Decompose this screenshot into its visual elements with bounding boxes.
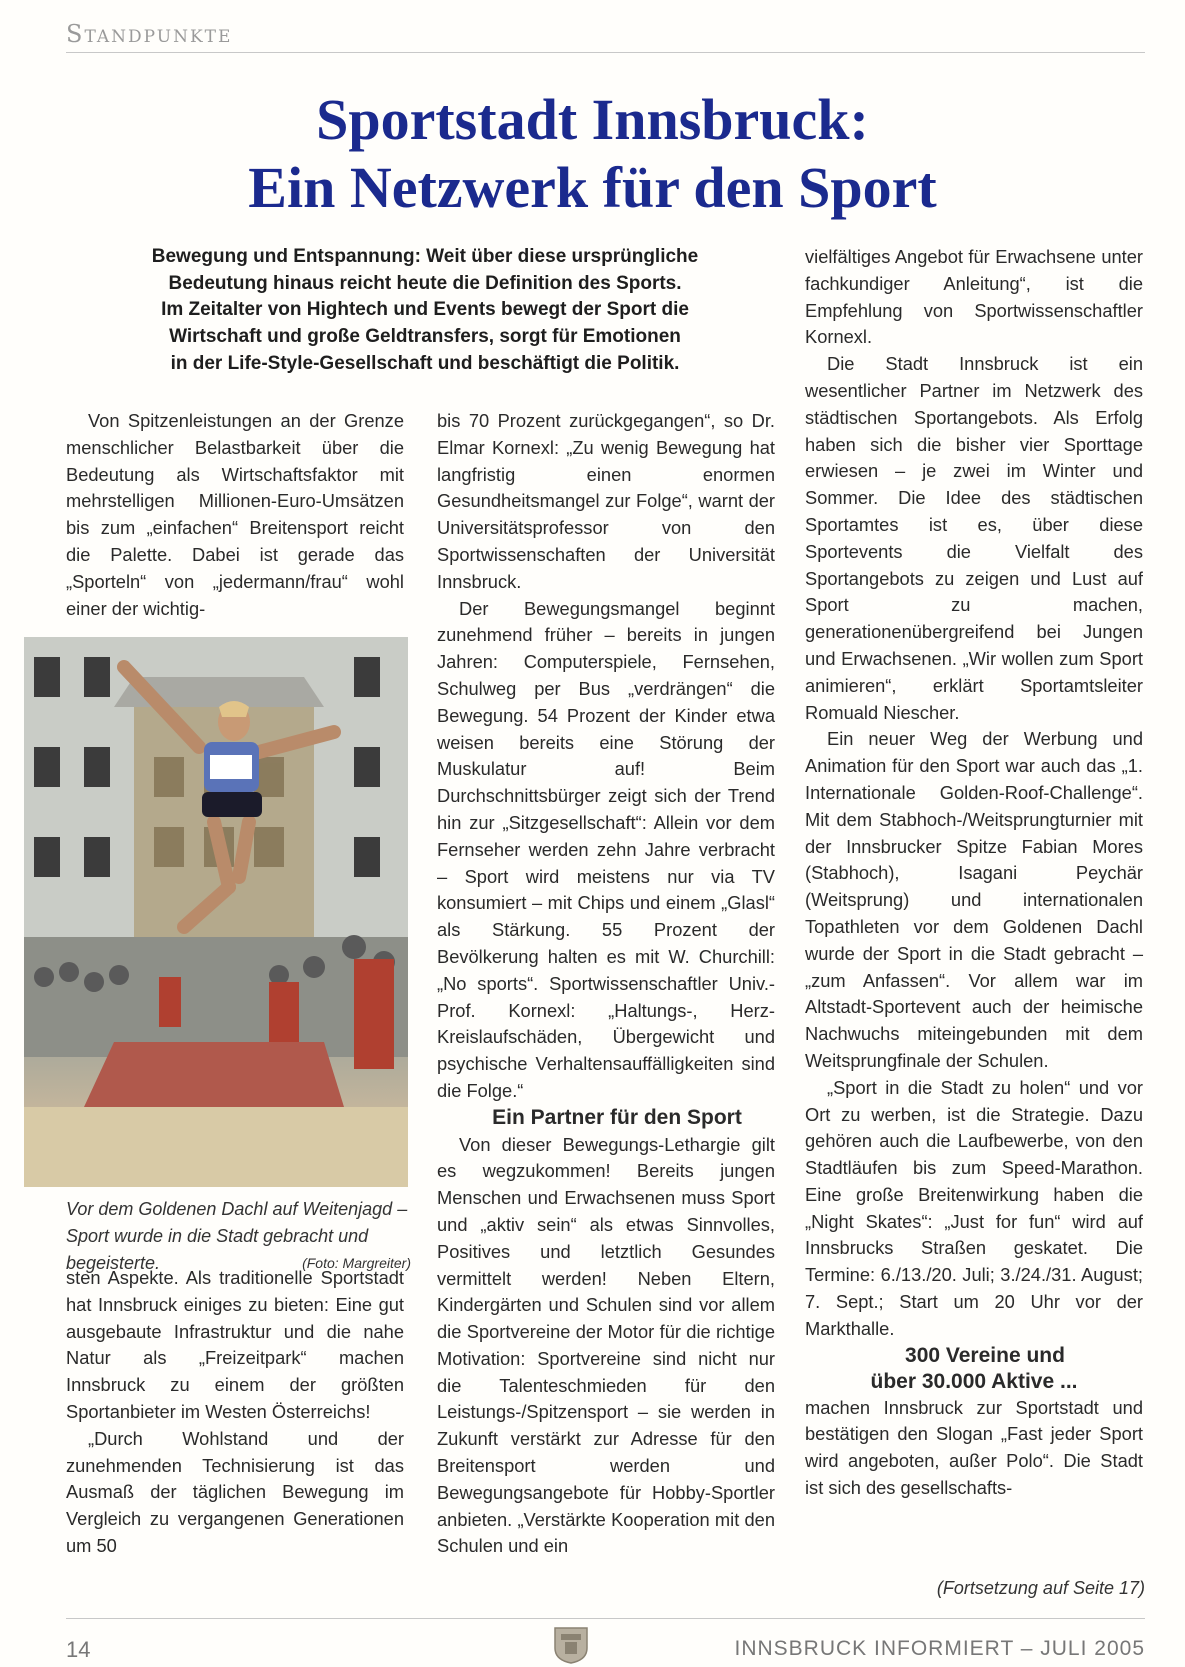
caption-text: Vor dem Goldenen Dachl auf Weitenjagd – Sport wurde in die Stadt gebracht und begeisterte. (66, 1199, 408, 1273)
lead-line: Im Zeitalter von Hightech und Events bewegt der Sport die (161, 299, 689, 321)
subheading (805, 1343, 1143, 1395)
body-paragraph: Die Stadt Innsbruck ist ein wesentlicher Partner im Netzwerk des städtischen Sportangebots. Als Erfolg haben sich die bisher vier Sporttage erwiesen – je zwei im Winter und Sommer. Die Idee des städtischen Sportamtes ist es, über diese Sportevents die Vielfalt des Sportangebots zu zeigen und Lust auf Sport zu machen, generationenübergreifend bei Jungen und Erwachsenen. „Wir wollen zum Sport animieren“, erklärt Sportamtsleiter Romuald Niescher. (805, 353, 1143, 723)
column-2 (437, 408, 775, 1560)
body-paragraph: Der Bewegungsmangel beginnt zunehmend früher – bereits in jungen Jahren: Computerspiele, Fernsehen, Schulweg per Bus „verdrängen“ die Bewegung. 54 Prozent der Kinder etwa weisen bereits eine Störung der Muskulatur auf! Beim Durchschnittsbürger zeigt sich der Trend hin zur „Sitzgesellschaft“: Allein vor dem Fernseher werden zehn Jahre verbracht – Sport wird meistens nur via TV konsumiert – mit Chips und einem „Glasl“ als Stärkung. 55 Prozent der Bevölkerung halten es mit W. Churchill: „No sports“. Sportwissenschaftler Univ.-Prof. Kornexl: „Haltungs-, Herz-Kreislaufschäden, Übergewicht und psychische Verhaltensauffälligkeiten sind die Folge.“ (437, 597, 775, 1101)
headline-line-2: Ein Netzwerk für den Sport (248, 155, 937, 220)
long-jump-photo (24, 637, 408, 1187)
body-paragraph: Von dieser Bewegungs-Lethargie gilt es wegzukommen! Bereits jungen Menschen und Erwachsenen muss Sport und „aktiv sein“ als etwas Sinnvolles, Positives und letztlich Gesundes vermittelt werden! Neben Eltern, Kindergärten und Schulen sind vor allem die Sportvereine der Motor für die richtige Motivation: Sportvereine sind nicht nur die Talenteschmieden für den Leistungs-/Spitzensport – sie werden in Zukunft verstärkt zur Adresse für den Breitensport werden und Bewegungsangebote für Hobby-Sportler anbieten. „Verstärkte Kooperation mit den Schulen und ein (437, 1133, 775, 1557)
body-paragraph: Ein neuer Weg der Werbung und Animation für den Sport war auch das „1. Internationale Golden-Roof-Challenge“. Mit dem Stabhoch-/Weitsprungturnier mit der Innsbrucker Spitze Fabian Mores (Stabhoch), Isagani Peychär (Weitsprung) und internationalen Topathleten vor dem Goldenen Dachl wurde der Sport in die Stadt gebracht – „zum Anfassen“. Vor allem war im Altstadt-Sportevent auch der heimische Nachwuchs miteingebunden mit dem Weitsprungfinale der Schulen. (805, 728, 1143, 1071)
page-number: 14 (66, 1637, 91, 1662)
subheading-line: über 30.000 Aktive ... (870, 1369, 1078, 1393)
body-paragraph: Von Spitzenleistungen an der Grenze menschlicher Belastbarkeit über die Bedeutung als Wirtschaftsfaktor mit mehrstelligen Millionen-Euro-Umsätzen bis zum „einfachen“ Breitensport reicht die Palette. Dabei ist gerade das „Sporteln“ von „jedermann/frau“ wohl einer der wichtig- (66, 410, 404, 619)
photo-credit: (Foto: Margreiter) (302, 1254, 411, 1271)
city-crest-icon (553, 1626, 589, 1664)
athlete-illustration (24, 637, 408, 1187)
section-label: Standpunkte (66, 20, 233, 48)
article-headline (90, 86, 1095, 222)
body-paragraph: bis 70 Prozent zurückgegangen“, so Dr. Elmar Kornexl: „Zu wenig Bewegung hat langfristig einen enormen Gesundheitsmangel zur Folge“, warnt der Universitätsprofessor von den Sportwissenschaften der Universität Innsbruck. (437, 410, 775, 592)
body-paragraph: „Sport in die Stadt zu holen“ und vor Ort zu werben, ist die Strategie. Dazu gehören auch die Laufbewerbe, von den Stadtläufen bis zum Speed-Marathon. Eine große Breitenwirkung haben die „Night Skates“: „Just for fun“ wird auf Innsbrucks Straßen geskatet. Die Termine: 6./13./20. Juli; 3./24./31. August; 7. Sept.; Start um 20 Uhr vor der Markthalle. (805, 1076, 1143, 1339)
body-paragraph: „Durch Wohlstand und der zunehmenden Technisierung ist das Ausmaß der täglichen Bewegung im Vergleich zu vergangenen Generationen um 50 (66, 1427, 404, 1556)
magazine-footer: INNSBRUCK INFORMIERT – JULI 2005 (734, 1637, 1145, 1660)
lead-line: Bedeutung hinaus reicht heute die Definition des Sports. (168, 272, 682, 294)
body-paragraph: sten Aspekte. Als traditionelle Sportstadt hat Innsbruck einiges zu bieten: Eine gut ausgebaute Infrastruktur und die nahe Natur als „Freizeitpark“ machen Innsbruck zu einem der größten Sportanbieter im Westen Österreichs! (66, 1267, 404, 1422)
bottom-divider (66, 1618, 1145, 1619)
column-1-top (66, 408, 404, 623)
headline-line-1: Sportstadt Innsbruck: (316, 87, 869, 152)
top-divider (66, 52, 1145, 53)
continuation-note: (Fortsetzung auf Seite 17) (936, 1578, 1145, 1598)
subheading-line: 300 Vereine und (905, 1343, 1065, 1367)
lead-line: Wirtschaft und große Geldtransfers, sorgt für Emotionen (169, 326, 681, 348)
lead-line: in der Life-Style-Gesellschaft und beschäftigt die Politik. (170, 352, 680, 374)
lead-line: Bewegung und Entspannung: Weit über diese ursprüngliche (151, 246, 699, 267)
subheading: Ein Partner für den Sport (492, 1105, 742, 1129)
body-paragraph: vielfältiges Angebot für Erwachsene unter fachkundiger Anleitung“, ist die Empfehlung von Sportwissenschaftler Kornexl. (805, 246, 1143, 348)
column-1-bottom (66, 1265, 404, 1560)
body-paragraph: machen Innsbruck zur Sportstadt und bestätigen den Slogan „Fast jeder Sport wird angeboten, außer Polo“. Die Stadt ist sich des gesellschafts- (805, 1396, 1143, 1499)
lead-paragraph (90, 244, 760, 378)
column-3 (805, 244, 1143, 1502)
